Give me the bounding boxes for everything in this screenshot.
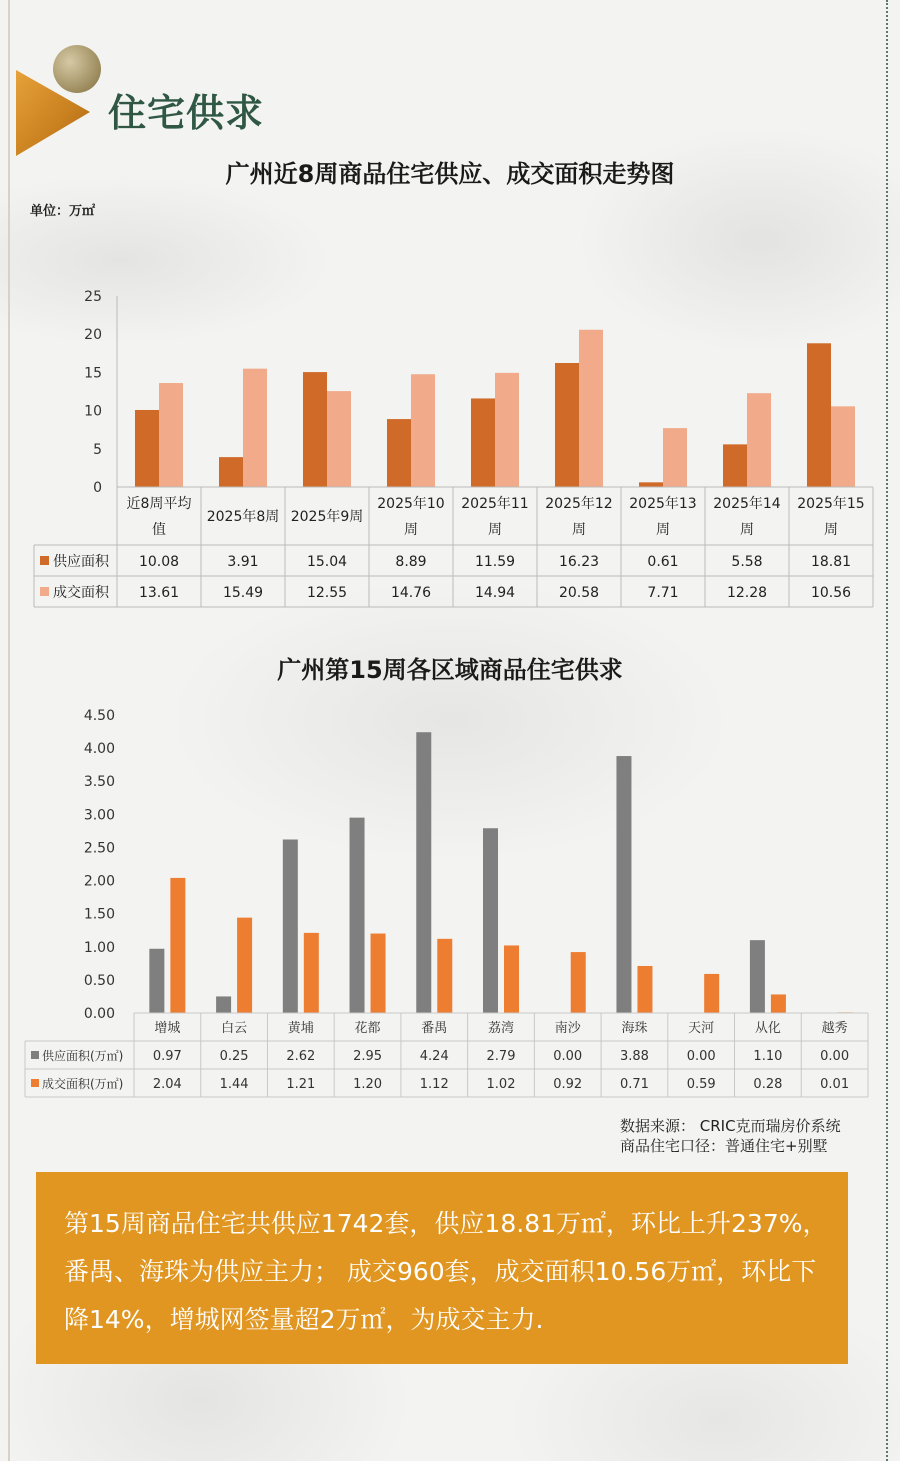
chart1-bar-supply xyxy=(471,398,495,487)
chart1-category-label: 2025年12 xyxy=(545,496,613,512)
chart2-data-label: 1.21 xyxy=(286,1077,316,1092)
chart1-category-label: 2025年10 xyxy=(377,496,445,512)
chart1-bar-deal xyxy=(495,373,519,487)
chart2-y-tick-label: 3.50 xyxy=(83,774,115,791)
chart2-data-label: 0.25 xyxy=(219,1049,249,1064)
chart1-data-label: 12.55 xyxy=(306,585,348,601)
chart1-legend-label: 供应面积 xyxy=(53,554,109,570)
chart2-bar-supply xyxy=(149,949,164,1013)
chart2-data-label: 1.44 xyxy=(219,1077,249,1092)
chart2-legend-label: 供应面积(万㎡) xyxy=(42,1049,124,1063)
chart2-y-tick-label: 4.00 xyxy=(83,741,115,758)
chart2-data-label: 0.01 xyxy=(820,1077,850,1092)
chart2-data-label: 2.04 xyxy=(152,1077,182,1092)
chart2-category-label: 南沙 xyxy=(554,1021,581,1036)
chart1-data-label: 18.81 xyxy=(810,554,852,570)
chart2-bar-deal xyxy=(304,933,319,1013)
chart1-data-label: 15.49 xyxy=(222,585,264,601)
chart1-data-label: 14.94 xyxy=(474,585,516,601)
chart1-data-label: 14.76 xyxy=(390,585,432,601)
source-line-1: 数据来源： CRIC克而瑞房价系统 xyxy=(620,1117,841,1135)
chart2-bar-deal xyxy=(237,918,252,1013)
chart1-bar-deal xyxy=(663,428,687,487)
chart1-data-label: 7.71 xyxy=(647,585,679,601)
data-source xyxy=(620,1116,841,1156)
chart2-category-label: 黄埔 xyxy=(287,1021,314,1036)
chart1-bar-deal xyxy=(747,393,771,487)
chart2-data-label: 0.71 xyxy=(619,1077,649,1092)
chart2-data-label: 1.12 xyxy=(419,1077,449,1092)
chart1-bar-supply xyxy=(387,419,411,487)
chart1-category-label: 周 xyxy=(740,522,754,538)
chart1-supply-deal-trend xyxy=(0,280,900,620)
chart1-data-label: 12.28 xyxy=(726,585,768,601)
chart2-bar-supply xyxy=(616,756,631,1013)
chart2-data-label: 0.28 xyxy=(753,1077,783,1092)
chart1-data-label: 20.58 xyxy=(558,585,600,601)
chart1-title: 广州近8周商品住宅供应、成交面积走势图 xyxy=(225,160,675,188)
chart1-bar-deal xyxy=(159,383,183,487)
chart1-bar-deal xyxy=(579,330,603,487)
chart1-data-label: 11.59 xyxy=(474,554,516,570)
chart2-data-label: 1.02 xyxy=(486,1077,516,1092)
chart1-category-label: 周 xyxy=(824,522,838,538)
chart1-bar-supply xyxy=(219,457,243,487)
chart1-category-label: 2025年13 xyxy=(629,496,697,512)
chart1-bar-deal xyxy=(243,369,267,487)
chart1-category-label: 值 xyxy=(152,522,166,538)
chart2-data-label: 2.95 xyxy=(353,1049,383,1064)
chart2-data-label: 0.97 xyxy=(152,1049,182,1064)
chart2-district-supply-deal xyxy=(0,700,900,1100)
chart1-y-tick-label: 25 xyxy=(84,289,102,305)
chart1-y-tick-label: 5 xyxy=(93,441,102,458)
chart2-data-label: 2.79 xyxy=(486,1049,516,1064)
chart2-bar-supply xyxy=(483,828,498,1013)
chart2-y-tick-label: 3.00 xyxy=(83,807,115,824)
chart2-bar-deal xyxy=(571,952,586,1013)
chart2-category-label: 海珠 xyxy=(621,1021,648,1036)
chart2-data-label: 2.62 xyxy=(286,1049,316,1064)
summary-box xyxy=(36,1172,848,1364)
chart2-bar-deal xyxy=(504,945,519,1013)
chart1-category-label: 周 xyxy=(656,522,670,538)
summary-text: 第15周商品住宅共供应1742套，供应18.81万㎡，环比上升237%，番禺、海珠为供应主力； 成交960套，成交面积10.56万㎡，环比下降14%，增城网签量超2万㎡，为成交主力. xyxy=(64,1209,828,1334)
header-decor-triangle xyxy=(14,68,94,158)
chart1-legend-swatch xyxy=(40,556,49,565)
chart2-y-tick-label: 4.50 xyxy=(83,708,115,724)
chart1-data-label: 10.56 xyxy=(810,585,852,601)
chart1-category-label: 2025年11 xyxy=(461,496,529,512)
source-line-2: 商品住宅口径：普通住宅+别墅 xyxy=(620,1137,828,1155)
chart1-bar-supply xyxy=(555,363,579,487)
chart2-category-label: 越秀 xyxy=(821,1021,848,1036)
chart1-legend-label: 成交面积 xyxy=(53,585,109,601)
section-title: 住宅供求 xyxy=(108,91,265,135)
chart2-bar-deal xyxy=(704,974,719,1013)
chart1-unit-label: 单位：万㎡ xyxy=(30,204,96,219)
chart2-bar-supply xyxy=(283,839,298,1013)
chart1-bar-deal xyxy=(831,406,855,487)
chart2-bar-supply xyxy=(350,818,365,1013)
chart1-y-tick-label: 0 xyxy=(93,480,102,496)
chart2-legend-swatch xyxy=(31,1079,39,1087)
chart1-bar-deal xyxy=(327,391,351,487)
chart1-category-label: 2025年9周 xyxy=(290,509,364,525)
chart2-title: 广州第15周各区域商品住宅供求 xyxy=(277,656,623,684)
chart2-category-label: 荔湾 xyxy=(487,1021,515,1036)
chart2-y-tick-label: 0.00 xyxy=(83,1006,115,1022)
chart1-data-label: 0.61 xyxy=(647,554,679,570)
chart1-data-label: 15.04 xyxy=(306,554,348,570)
chart1-bar-supply xyxy=(723,444,747,487)
chart2-category-label: 花都 xyxy=(354,1021,381,1036)
chart1-bar-supply xyxy=(807,343,831,487)
chart2-bar-supply xyxy=(416,732,431,1013)
chart2-y-tick-label: 2.00 xyxy=(83,873,115,890)
chart1-data-label: 10.08 xyxy=(138,554,180,570)
chart2-bar-deal xyxy=(771,994,786,1013)
chart2-data-label: 0.92 xyxy=(553,1077,583,1092)
chart2-bar-deal xyxy=(437,939,452,1013)
chart1-y-tick-label: 20 xyxy=(84,327,102,344)
chart2-data-label: 0.59 xyxy=(686,1077,716,1092)
chart2-y-tick-label: 1.50 xyxy=(83,906,115,923)
chart2-data-label: 0.00 xyxy=(820,1049,850,1064)
chart1-data-label: 13.61 xyxy=(138,585,180,601)
chart2-data-label: 4.24 xyxy=(419,1049,449,1064)
chart1-y-tick-label: 10 xyxy=(84,403,102,420)
chart2-bar-supply xyxy=(750,940,765,1013)
chart1-bar-deal xyxy=(411,374,435,487)
chart2-legend-swatch xyxy=(31,1051,39,1059)
chart1-legend-swatch xyxy=(40,587,49,596)
chart1-category-label: 周 xyxy=(404,522,418,538)
chart1-data-label: 8.89 xyxy=(395,554,427,570)
chart1-category-label: 2025年15 xyxy=(797,496,865,512)
chart2-data-label: 3.88 xyxy=(619,1049,649,1064)
chart2-y-tick-label: 0.50 xyxy=(83,972,115,989)
chart2-category-label: 白云 xyxy=(221,1021,248,1036)
chart2-bar-deal xyxy=(371,934,386,1013)
chart1-data-label: 16.23 xyxy=(558,554,600,570)
chart1-category-label: 周 xyxy=(488,522,502,538)
chart2-data-label: 0.00 xyxy=(686,1049,716,1064)
chart1-data-label: 5.58 xyxy=(731,554,763,570)
chart2-category-label: 番禺 xyxy=(421,1021,448,1036)
chart1-data-label: 3.91 xyxy=(227,554,259,570)
chart2-y-tick-label: 1.00 xyxy=(83,939,115,956)
chart2-category-label: 从化 xyxy=(754,1021,781,1036)
chart1-bar-supply xyxy=(303,372,327,487)
chart1-bar-supply xyxy=(639,482,663,487)
chart2-y-tick-label: 2.50 xyxy=(83,840,115,857)
chart2-data-label: 1.10 xyxy=(753,1049,783,1064)
chart2-category-label: 天河 xyxy=(688,1021,715,1036)
chart1-category-label: 2025年14 xyxy=(713,496,781,512)
chart2-bar-deal xyxy=(170,878,185,1013)
chart2-data-label: 0.00 xyxy=(553,1049,583,1064)
chart2-bar-supply xyxy=(216,996,231,1013)
chart2-legend-label: 成交面积(万㎡) xyxy=(42,1077,124,1091)
chart1-category-label: 2025年8周 xyxy=(206,509,280,525)
chart1-category-label: 周 xyxy=(572,522,586,538)
chart2-category-label: 增城 xyxy=(154,1021,181,1036)
chart1-y-tick-label: 15 xyxy=(84,365,102,382)
chart1-category-label: 近8周平均 xyxy=(126,496,192,512)
chart2-bar-deal xyxy=(637,966,652,1013)
chart2-data-label: 1.20 xyxy=(353,1077,383,1092)
chart1-bar-supply xyxy=(135,410,159,487)
